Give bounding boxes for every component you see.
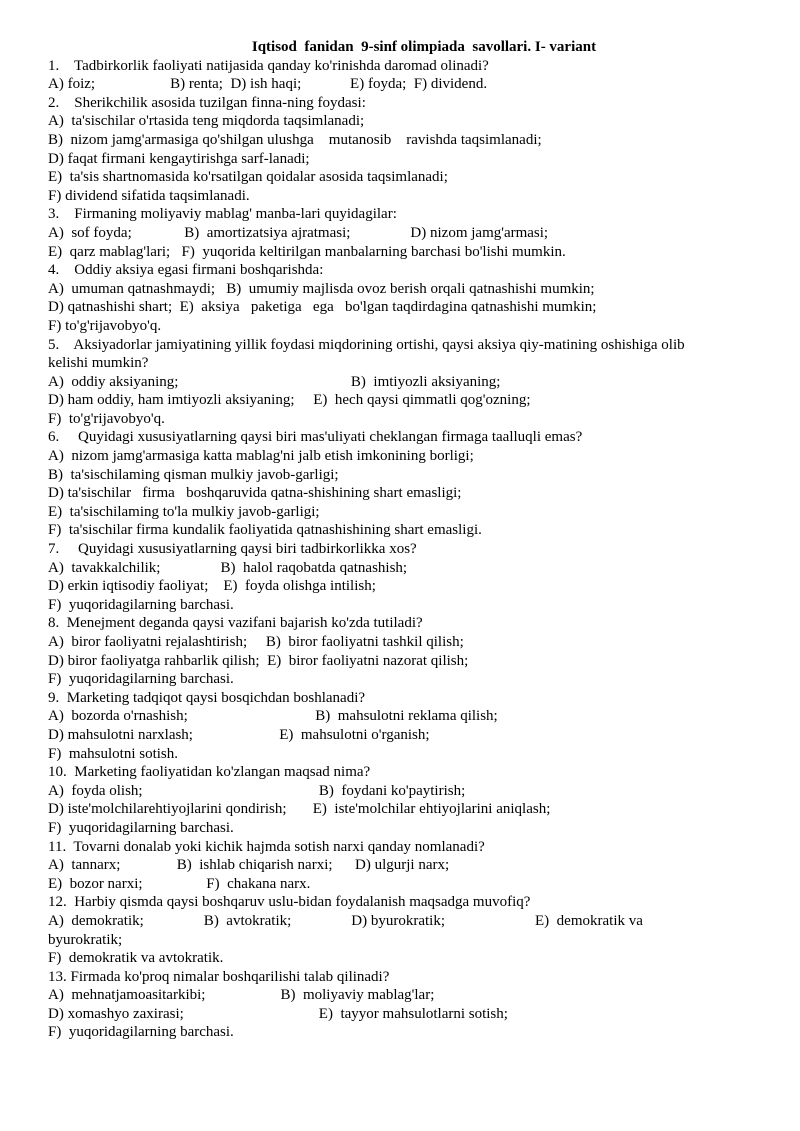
text-line: A) bozorda o'rnashish; B) mahsulotni reklama qilish;	[48, 708, 498, 725]
text-line: 6. Quyidagi xususiyatlarning qaysi biri mas'uliyati cheklangan firmaga taalluqli emas?	[48, 429, 583, 446]
text-line: kelishi mumkin?	[48, 355, 149, 372]
document-body	[48, 57, 760, 1042]
text-line: D) mahsulotni narxlash; E) mahsulotni o'rganish;	[48, 726, 430, 743]
text-line: 9. Marketing tadqiqot qaysi bosqichdan boshlanadi?	[48, 689, 366, 706]
text-line: 13. Firmada ko'proq nimalar boshqarilishi talab qilinadi?	[48, 968, 390, 985]
text-line: D) iste'molchilarehtiyojlarini qondirish; E) iste'molchilar ehtiyojlarini aniqlash;	[48, 801, 551, 818]
text-line: D) faqat firmani kengaytirishga sarf-lanadi;	[48, 150, 310, 167]
text-line: 3. Firmaning moliyaviy mablag' manba-lari quyidagilar:	[48, 206, 397, 223]
text-line: 11. Tovarni donalab yoki kichik hajmda sotish narxi qanday nomlanadi?	[48, 838, 485, 855]
text-line: 12. Harbiy qismda qaysi boshqaruv uslu-bidan foydalanish maqsadga muvofiq?	[48, 894, 531, 911]
document-page	[48, 38, 760, 1042]
text-line: A) ta'sischilar o'rtasida teng miqdorda taqsimlanadi;	[48, 113, 365, 130]
text-line: 8. Menejment deganda qaysi vazifani bajarish ko'zda tutiladi?	[48, 615, 423, 632]
text-line: A) demokratik; B) avtokratik; D) byurokratik; E) demokratik va	[48, 912, 643, 929]
text-line: 7. Quyidagi xususiyatlarning qaysi biri tadbirkorlikka xos?	[48, 541, 417, 558]
text-line: D) biror faoliyatga rahbarlik qilish; E) biror faoliyatni nazorat qilish;	[48, 652, 469, 669]
text-line: F) to'g'rijavobyo'q.	[48, 317, 162, 334]
text-line: A) biror faoliyatni rejalashtirish; B) biror faoliyatni tashkil qilish;	[48, 634, 464, 650]
text-line: D) qatnashishi shart; E) aksiya paketiga ega bo'lgan taqdirdagina qatnashishi mumkin;	[48, 299, 597, 316]
text-line: F) to'g'rijavobyo'q.	[48, 410, 165, 427]
text-line: A) tavakkalchilik; B) halol raqobatda qatnashish;	[48, 559, 408, 576]
text-line: A) foyda olish; B) foydani ko'paytirish;	[48, 782, 466, 799]
text-line: 1. Tadbirkorlik faoliyati natijasida qanday ko'rinishda daromad olinadi?	[48, 57, 489, 74]
text-line: F) dividend sifatida taqsimlanadi.	[48, 187, 250, 204]
text-line: B) nizom jamg'armasiga qo'shilgan ulushga mutanosib ravishda taqsimlanadi;	[48, 131, 542, 148]
text-line: A) umuman qatnashmaydi; B) umumiy majlisda ovoz berish orqali qatnashishi mumkin;	[48, 280, 595, 297]
text-line: E) ta'sischilaming to'la mulkiy javob-garligi;	[48, 503, 320, 520]
text-line: A) nizom jamg'armasiga katta mablag'ni jalb etish imkonining borligi;	[48, 448, 474, 465]
text-line: B) ta'sischilaming qisman mulkiy javob-garligi;	[48, 466, 339, 483]
text-line: F) yuqoridagilarning barchasi.	[48, 596, 234, 613]
text-line: 5. Aksiyadorlar jamiyatining yillik foydasi miqdorining ortishi, qaysi aksiya qiy-matining oshishiga olib	[48, 336, 685, 353]
text-line: A) foiz; B) renta; D) ish haqi; E) foyda; F) dividend.	[48, 76, 488, 93]
text-line: E) bozor narxi; F) chakana narx.	[48, 875, 311, 892]
text-line: D) erkin iqtisodiy faoliyat; E) foyda olishga intilish;	[48, 578, 376, 595]
text-line: F) mahsulotni sotish.	[48, 745, 179, 762]
text-line: D) xomashyo zaxirasi; E) tayyor mahsulotlarni sotish;	[48, 1005, 508, 1022]
text-line: 4. Oddiy aksiya egasi firmani boshqarishda:	[48, 262, 324, 279]
text-line: A) sof foyda; B) amortizatsiya ajratmasi; D) nizom jamg'armasi;	[48, 224, 549, 241]
text-line: E) qarz mablag'lari; F) yuqorida keltirilgan manbalarning barchasi bo'lishi mumkin.	[48, 243, 566, 260]
text-line: D) ham oddiy, ham imtiyozli aksiyaning; E) hech qaysi qimmatli qog'ozning;	[48, 392, 531, 409]
text-line: 10. Marketing faoliyatidan ko'zlangan maqsad nima?	[48, 764, 371, 781]
text-line: F) yuqoridagilarning barchasi.	[48, 1024, 234, 1041]
text-line: F) demokratik va avtokratik.	[48, 950, 224, 967]
text-line: F) yuqoridagilarning barchasi.	[48, 819, 234, 836]
text-line: F) ta'sischilar firma kundalik faoliyatida qatnashishining shart emasligi.	[48, 522, 482, 539]
text-line: F) yuqoridagilarning barchasi.	[48, 671, 234, 688]
text-line: 2. Sherikchilik asosida tuzilgan finna-ning foydasi:	[48, 94, 366, 111]
document-title: Iqtisod fanidan 9-sinf olimpiada savollari. I- variant	[251, 39, 597, 55]
text-line: A) tannarx; B) ishlab chiqarish narxi; D) ulgurji narx;	[48, 857, 450, 874]
text-line: A) oddiy aksiyaning; B) imtiyozli aksiyaning;	[48, 373, 501, 390]
text-line: E) ta'sis shartnomasida ko'rsatilgan qoidalar asosida taqsimlanadi;	[48, 169, 448, 186]
text-line: D) ta'sischilar firma boshqaruvida qatna-shishining shart emasligi;	[48, 485, 462, 502]
text-line: A) mehnatjamoasitarkibi; B) moliyaviy mablag'lar;	[48, 987, 435, 1004]
text-line: byurokratik;	[48, 931, 123, 948]
